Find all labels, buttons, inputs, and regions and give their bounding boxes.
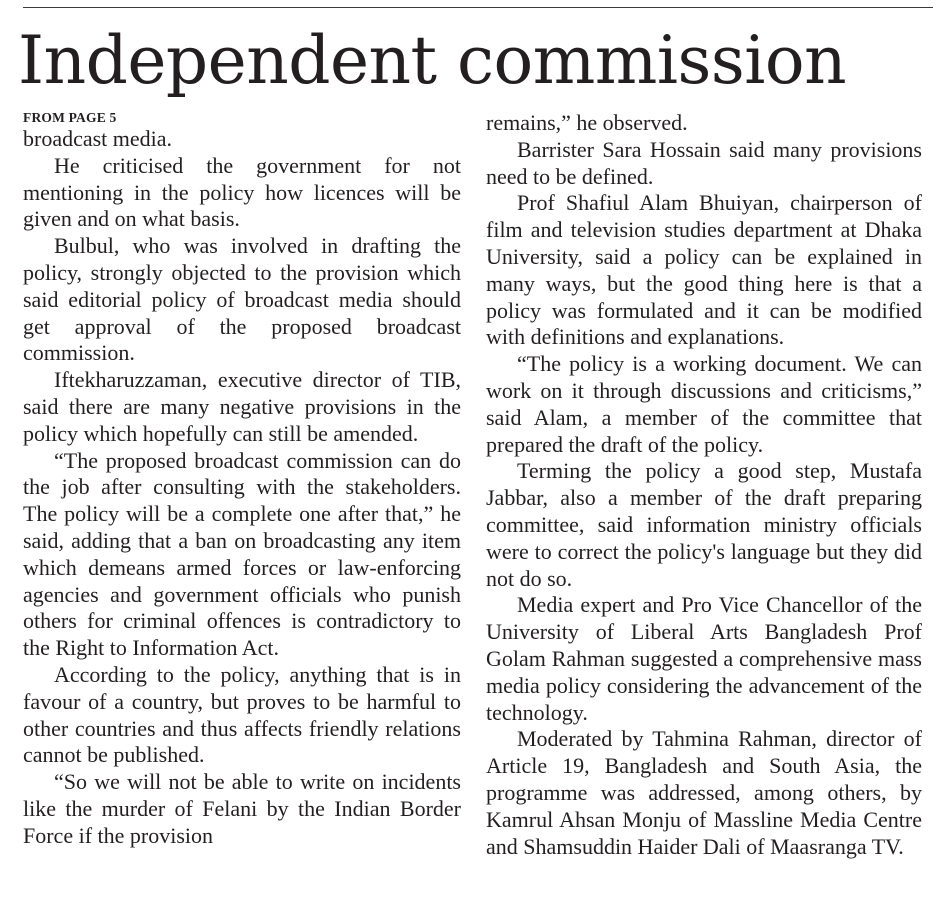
top-rule (23, 7, 933, 8)
jump-line: FROM PAGE 5 (23, 110, 117, 125)
paragraph: broadcast media. (23, 126, 173, 151)
paragraph: Terming the policy a good step, Mustafa Jabbar, also a member of the draft preparing committee, said information ministry officials were to correct the policy's language but they did not do so. (486, 458, 922, 591)
paragraph: Iftekharuzzaman, executive director of TIB, said there are many negative provisions in the policy which hopefully can still be amended. (23, 367, 461, 446)
article-column-left (23, 111, 461, 850)
paragraph: Moderated by Tahmina Rahman, director of Article 19, Bangladesh and South Asia, the programme was addressed, among others, by Kamrul Ahsan Monju of Massline Media Centre and Shamsuddin Haider Dali of Maasranga TV. (486, 726, 922, 859)
paragraph: “So we will not be able to write on incidents like the murder of Felani by the Indian Border Force if the provision (23, 769, 461, 848)
paragraph: Media expert and Pro Vice Chancellor of the University of Liberal Arts Bangladesh Prof Golam Rahman suggested a comprehensive mass media policy considering the advancement of the technology. (486, 592, 922, 725)
paragraph: According to the policy, anything that is in favour of a country, but proves to be harmful to other countries and thus affects friendly relations cannot be published. (23, 661, 461, 768)
paragraph: Barrister Sara Hossain said many provisions need to be defined. (486, 136, 922, 189)
paragraph: He criticised the government for not mentioning in the policy how licences will be given and on what basis. (23, 152, 461, 232)
headline: Independent commission (18, 22, 847, 99)
paragraph: “The proposed broadcast commission can do the job after consulting with the stakeholders. The policy will be a complete one after that,” he said, adding that a ban on broadcasting any item which demeans armed forces or law-enforcing agencies and government officials who punish others for criminal offences is contradictory to the Right to Information Act. (23, 447, 461, 661)
paragraph: remains,” he observed. (486, 110, 688, 135)
paragraph: Prof Shafiul Alam Bhuiyan, chairperson of film and television studies department at Dhaka University, said a policy can be explained in many ways, but the good thing here is that a policy was formulated and it can be modified with definitions and explanations. (486, 190, 922, 350)
paragraph: Bulbul, who was involved in drafting the policy, strongly objected to the provision which said editorial policy of broadcast media should get approval of the proposed broadcast commission. (23, 233, 461, 366)
paragraph: “The policy is a working document. We can work on it through discussions and criticisms,” said Alam, a member of the committee that prepared the draft of the policy. (486, 351, 922, 457)
article-column-right (486, 110, 922, 860)
